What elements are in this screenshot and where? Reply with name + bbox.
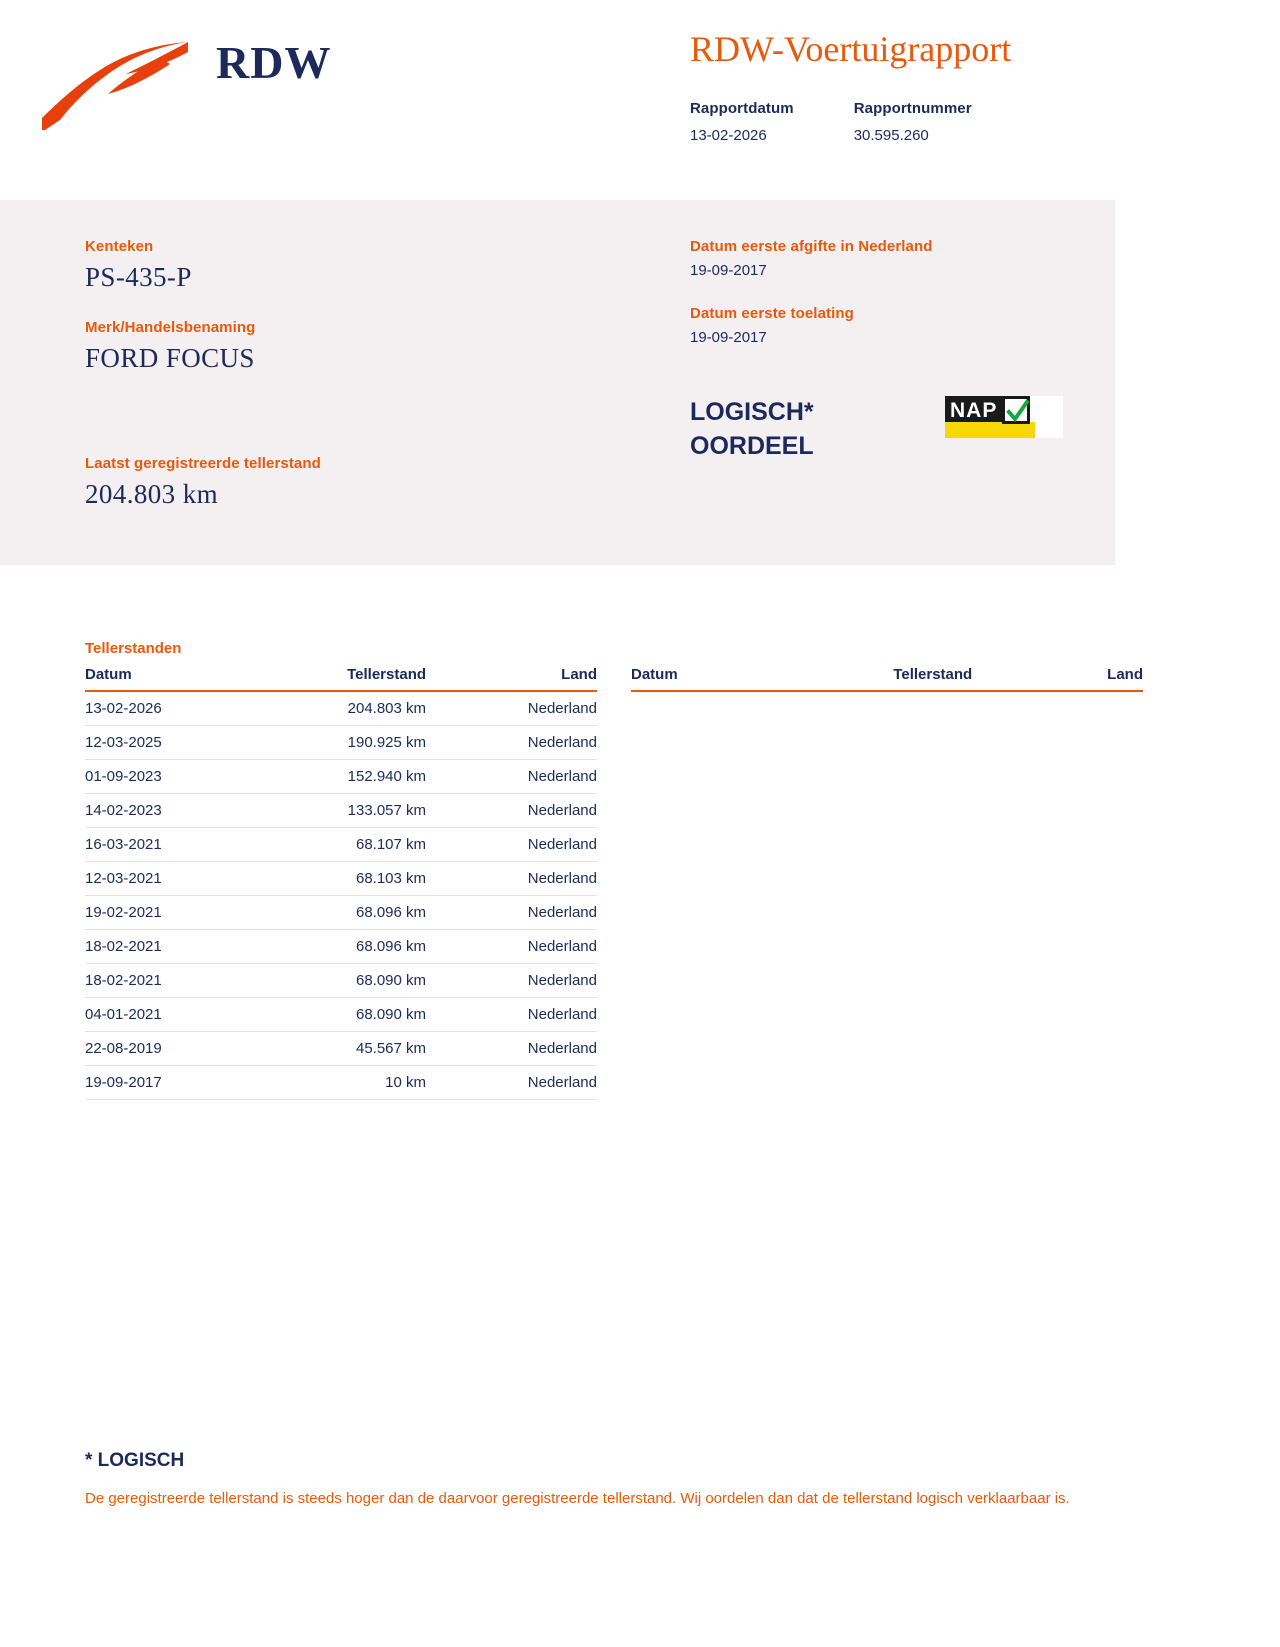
table-header-row <box>631 666 1143 691</box>
cell-tellerstand: 10 km <box>243 1066 432 1100</box>
odometer-table-right <box>631 666 1143 692</box>
cell-tellerstand: 152.940 km <box>243 760 432 794</box>
odometer-tables <box>0 565 1280 1100</box>
report-date-label: Rapportdatum <box>690 100 794 117</box>
column-header-datum: Datum <box>85 666 243 691</box>
cell-land: Nederland <box>432 964 597 998</box>
rdw-feather-logo <box>38 40 198 130</box>
nap-check-icon <box>1002 396 1030 424</box>
cell-land: Nederland <box>432 691 597 726</box>
last-odometer-value: 204.803 km <box>85 479 219 509</box>
column-header-land: Land <box>978 666 1143 691</box>
cell-datum: 13-02-2026 <box>85 691 243 726</box>
table-row <box>85 828 597 862</box>
judgement-text <box>690 396 814 464</box>
licence-plate-value: PS-435-P <box>85 262 192 292</box>
brand-value: FORD FOCUS <box>85 343 255 373</box>
judgement-line-1: LOGISCH* <box>690 398 814 426</box>
table-header-row <box>85 666 597 691</box>
first-admission-value: 19-09-2017 <box>690 329 767 346</box>
cell-datum: 12-03-2021 <box>85 862 243 896</box>
cell-land: Nederland <box>432 896 597 930</box>
report-number-value: 30.595.260 <box>853 127 929 144</box>
footnote-body: De geregistreerde tellerstand is steeds hoger dan de daarvoor geregistreerde tellerstand. Wij oordelen dan dat de tellerstand logisch verklaarbaar is. <box>85 1490 1070 1507</box>
table-row <box>85 930 597 964</box>
last-odometer-label: Laatst geregistreerde tellerstand <box>85 455 321 472</box>
cell-land: Nederland <box>432 760 597 794</box>
summary-right-column <box>690 238 1110 372</box>
cell-datum: 18-02-2021 <box>85 964 243 998</box>
table-row <box>85 964 597 998</box>
column-header-tellerstand: Tellerstand <box>789 666 978 691</box>
cell-datum: 22-08-2019 <box>85 1032 243 1066</box>
odometer-table-left <box>85 666 597 1100</box>
report-number-block <box>854 100 972 144</box>
cell-land: Nederland <box>432 1032 597 1066</box>
cell-datum: 19-02-2021 <box>85 896 243 930</box>
cell-tellerstand: 68.090 km <box>243 998 432 1032</box>
table-row <box>85 998 597 1032</box>
first-issue-value: 19-09-2017 <box>690 262 767 279</box>
odometer-table-left-wrap <box>85 640 597 1100</box>
table-row <box>85 1032 597 1066</box>
table-row <box>85 760 597 794</box>
report-title: RDW-Voertuigrapport <box>690 29 1012 69</box>
cell-land: Nederland <box>432 828 597 862</box>
cell-datum: 04-01-2021 <box>85 998 243 1032</box>
cell-datum: 18-02-2021 <box>85 930 243 964</box>
report-number-label: Rapportnummer <box>853 100 972 117</box>
column-header-tellerstand: Tellerstand <box>243 666 432 691</box>
table-row <box>85 794 597 828</box>
cell-datum: 16-03-2021 <box>85 828 243 862</box>
rdw-logo-text: RDW <box>216 37 332 88</box>
odometer-table-title: Tellerstanden <box>85 640 182 657</box>
licence-plate-label: Kenteken <box>85 238 154 255</box>
odometer-table-right-wrap <box>631 640 1143 1100</box>
cell-tellerstand: 204.803 km <box>243 691 432 726</box>
report-date-value: 13-02-2026 <box>690 127 767 144</box>
report-meta <box>690 100 972 144</box>
table-row <box>85 896 597 930</box>
first-admission-label: Datum eerste toelating <box>690 305 854 322</box>
column-header-datum: Datum <box>631 666 789 691</box>
odometer-table-left-body <box>85 691 597 1100</box>
report-date-block <box>690 100 794 144</box>
cell-land: Nederland <box>432 726 597 760</box>
brand-label: Merk/Handelsbenaming <box>85 319 256 336</box>
cell-land: Nederland <box>432 1066 597 1100</box>
table-row <box>85 862 597 896</box>
last-odometer-block <box>85 455 321 536</box>
table-row <box>85 1066 597 1100</box>
vehicle-summary-panel <box>0 200 1115 565</box>
cell-tellerstand: 68.107 km <box>243 828 432 862</box>
cell-datum: 12-03-2025 <box>85 726 243 760</box>
nap-checkmark-logo <box>945 396 1063 438</box>
cell-datum: 19-09-2017 <box>85 1066 243 1100</box>
report-header <box>0 0 1280 200</box>
cell-land: Nederland <box>432 998 597 1032</box>
cell-tellerstand: 68.096 km <box>243 896 432 930</box>
cell-tellerstand: 68.103 km <box>243 862 432 896</box>
cell-tellerstand: 68.096 km <box>243 930 432 964</box>
cell-land: Nederland <box>432 862 597 896</box>
rdw-logo <box>38 18 368 128</box>
summary-left-column <box>85 238 585 400</box>
table-row <box>85 691 597 726</box>
cell-land: Nederland <box>432 930 597 964</box>
cell-datum: 14-02-2023 <box>85 794 243 828</box>
nap-text: NAP <box>945 396 1002 424</box>
cell-land: Nederland <box>432 794 597 828</box>
cell-tellerstand: 45.567 km <box>243 1032 432 1066</box>
cell-tellerstand: 133.057 km <box>243 794 432 828</box>
cell-tellerstand: 68.090 km <box>243 964 432 998</box>
footnote-title: * LOGISCH <box>85 1450 185 1471</box>
cell-datum: 01-09-2023 <box>85 760 243 794</box>
column-header-land: Land <box>432 666 597 691</box>
first-issue-label: Datum eerste afgifte in Nederland <box>690 238 933 255</box>
footnote-section <box>85 1450 1095 1512</box>
table-row <box>85 726 597 760</box>
judgement-line-2: OORDEEL <box>690 431 814 460</box>
cell-tellerstand: 190.925 km <box>243 726 432 760</box>
